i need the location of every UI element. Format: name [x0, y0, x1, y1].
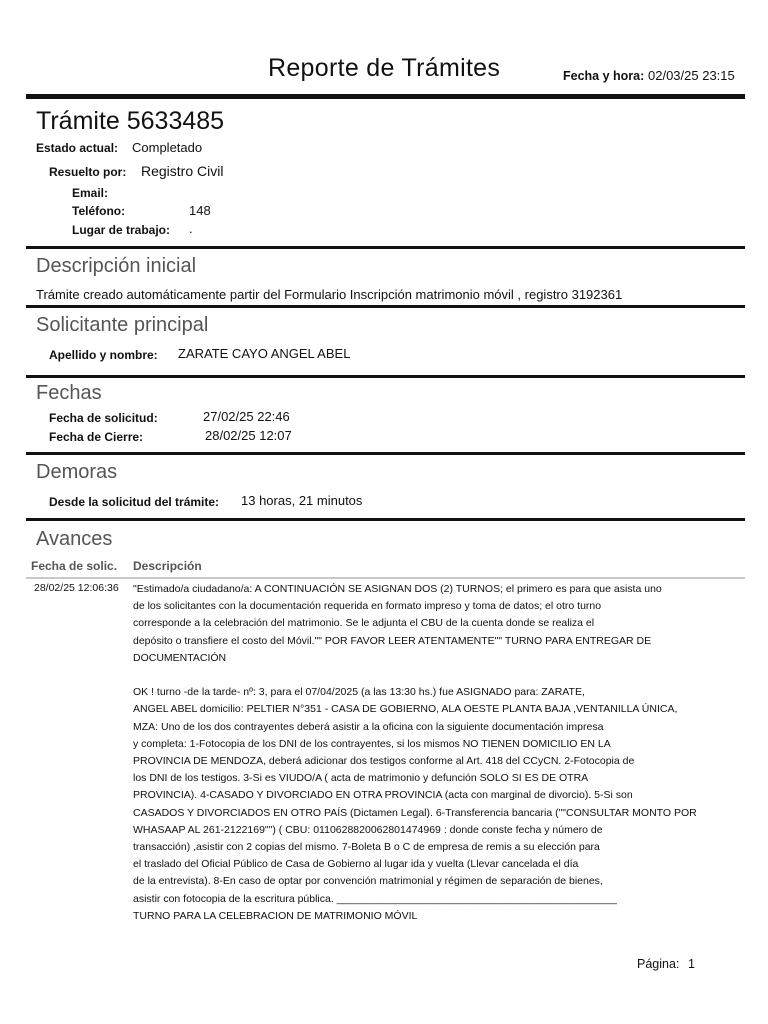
- descripcion-text: Trámite creado automáticamente partir del Formulario Inscripción matrimonio móvil , registro 3192361: [36, 287, 623, 302]
- avance-row-date: 28/02/25 12:06:36: [34, 582, 119, 594]
- section-rule: [26, 518, 745, 521]
- avance-description-line: el traslado del Oficial Público de Casa de Gobierno al lugar ida y vuelta (Llevar cancelada el día: [133, 858, 579, 871]
- avance-description-line: ANGEL ABEL domicilio: PELTIER N°351 - CASA DE GOBIERNO, ALA OESTE PLANTA BAJA ,VENTANILLA ÚNICA,: [133, 703, 678, 716]
- lugar-label: Lugar de trabajo:: [72, 223, 171, 237]
- page-label: Página:: [637, 957, 680, 971]
- telefono-label: Teléfono:: [72, 204, 126, 218]
- avance-description-line: los DNI de los testigos. 3-Si es VIUDO/A ( acta de matrimonio y defunción SOLO SI ES DE OTRA: [133, 772, 589, 785]
- demoras-heading: Demoras: [36, 461, 118, 483]
- estado-label: Estado actual:: [36, 141, 119, 155]
- lugar-value: .: [189, 221, 193, 236]
- resuelto-label: Resuelto por:: [49, 165, 127, 179]
- avance-description-line: CASADOS Y DIVORCIADOS EN OTRO PAÍS (Dictamen Legal). 6-Transferencia bancaria (""CONSULTAR MONTO POR: [133, 806, 697, 819]
- avance-description-line: PROVINCIA). 4-CASADO Y DIVORCIADO EN OTRA PROVINCIA (acta con marginal de divorcio). 5-Si son: [133, 789, 633, 802]
- solicitante-label: Apellido y nombre:: [49, 348, 158, 362]
- avance-description-line: corresponde a la celebración del matrimonio. Se le adjunta el CBU de la cuenta donde se realiza el: [133, 617, 595, 630]
- fecha-solicitud-value: 27/02/25 22:46: [203, 409, 290, 424]
- solicitante-value: ZARATE CAYO ANGEL ABEL: [178, 346, 351, 361]
- fecha-cierre-value: 28/02/25 12:07: [205, 428, 292, 443]
- avance-description-line: transacción) ,asistir con 2 copias del mismo. 7-Boleta B o C de empresa de remis a su elección para: [133, 841, 600, 853]
- header-rule: [26, 94, 745, 99]
- solicitante-heading: Solicitante principal: [36, 314, 209, 336]
- section-rule: [26, 452, 745, 455]
- avance-description-line: de la entrevista). 8-En caso de optar por convención matrimonial y régimen de separación de bienes,: [133, 875, 603, 888]
- report-title: Reporte de Trámites: [268, 54, 501, 82]
- page-number: 1: [688, 957, 695, 971]
- report-datetime-value: 02/03/25 23:15: [648, 68, 735, 83]
- descripcion-heading: Descripción inicial: [36, 255, 197, 277]
- avance-description-line: de los solicitantes con la documentación requerida en formato impreso y toma de datos; el otro turno: [133, 600, 602, 613]
- avances-col-fecha: Fecha de solic.: [31, 559, 118, 573]
- avance-description-line: asistir con fotocopia de la escritura pública. ________________________________________________: [133, 892, 617, 905]
- section-rule: [26, 305, 745, 308]
- avance-description-line: depósito o transfiere el costo del Móvil."" POR FAVOR LEER ATENTAMENTE"" TURNO PARA ENTREGAR DE: [133, 634, 652, 647]
- fechas-heading: Fechas: [36, 382, 102, 404]
- avance-description-line: "Estimado/a ciudadano/a: A CONTINUACIÓN SE ASIGNAN DOS (2) TURNOS; el primero es para que asista uno: [133, 583, 662, 595]
- fecha-solicitud-label: Fecha de solicitud:: [49, 411, 158, 425]
- avances-header-rule: [26, 577, 745, 579]
- fecha-cierre-label: Fecha de Cierre:: [49, 430, 144, 444]
- email-label: Email:: [72, 186, 109, 200]
- avance-description-line: OK ! turno -de la tarde- nº: 3, para el 07/04/2025 (a las 13:30 hs.) fue ASIGNADO para: ZARATE,: [133, 686, 585, 699]
- section-rule: [26, 246, 745, 249]
- avance-description-line: y completa: 1-Fotocopia de los DNI de los contrayentes, si los mismos NO TIENEN DOMICILIO EN LA: [133, 737, 611, 750]
- avance-description-line: TURNO PARA LA CELEBRACION DE MATRIMONIO MÓVIL: [133, 909, 418, 922]
- tramite-title: Trámite 5633485: [36, 107, 225, 135]
- demoras-value: 13 horas, 21 minutos: [241, 493, 363, 508]
- report-datetime-label: Fecha y hora:: [563, 69, 645, 83]
- section-rule: [26, 375, 745, 378]
- avance-description-line: DOCUMENTACIÓN: [133, 651, 227, 664]
- demoras-label: Desde la solicitud del trámite:: [49, 495, 220, 509]
- avances-heading: Avances: [36, 528, 113, 550]
- telefono-value: 148: [189, 203, 211, 218]
- avances-col-descripcion: Descripción: [133, 559, 202, 573]
- avance-description-line: MZA: Uno de los dos contrayentes deberá asistir a la oficina con la siguiente documentación impresa: [133, 720, 604, 733]
- resuelto-value: Registro Civil: [141, 163, 224, 179]
- estado-value: Completado: [132, 140, 203, 155]
- avance-description-line: PROVINCIA DE MENDOZA, deberá adicionar dos testigos conforme al Art. 418 del CCyCN. 2-Fotocopia de: [133, 755, 635, 767]
- avance-description-line: WHASAAP AL 261-2122169"") ( CBU: 0110628820062801474969 : donde conste fecha y número de: [133, 823, 603, 836]
